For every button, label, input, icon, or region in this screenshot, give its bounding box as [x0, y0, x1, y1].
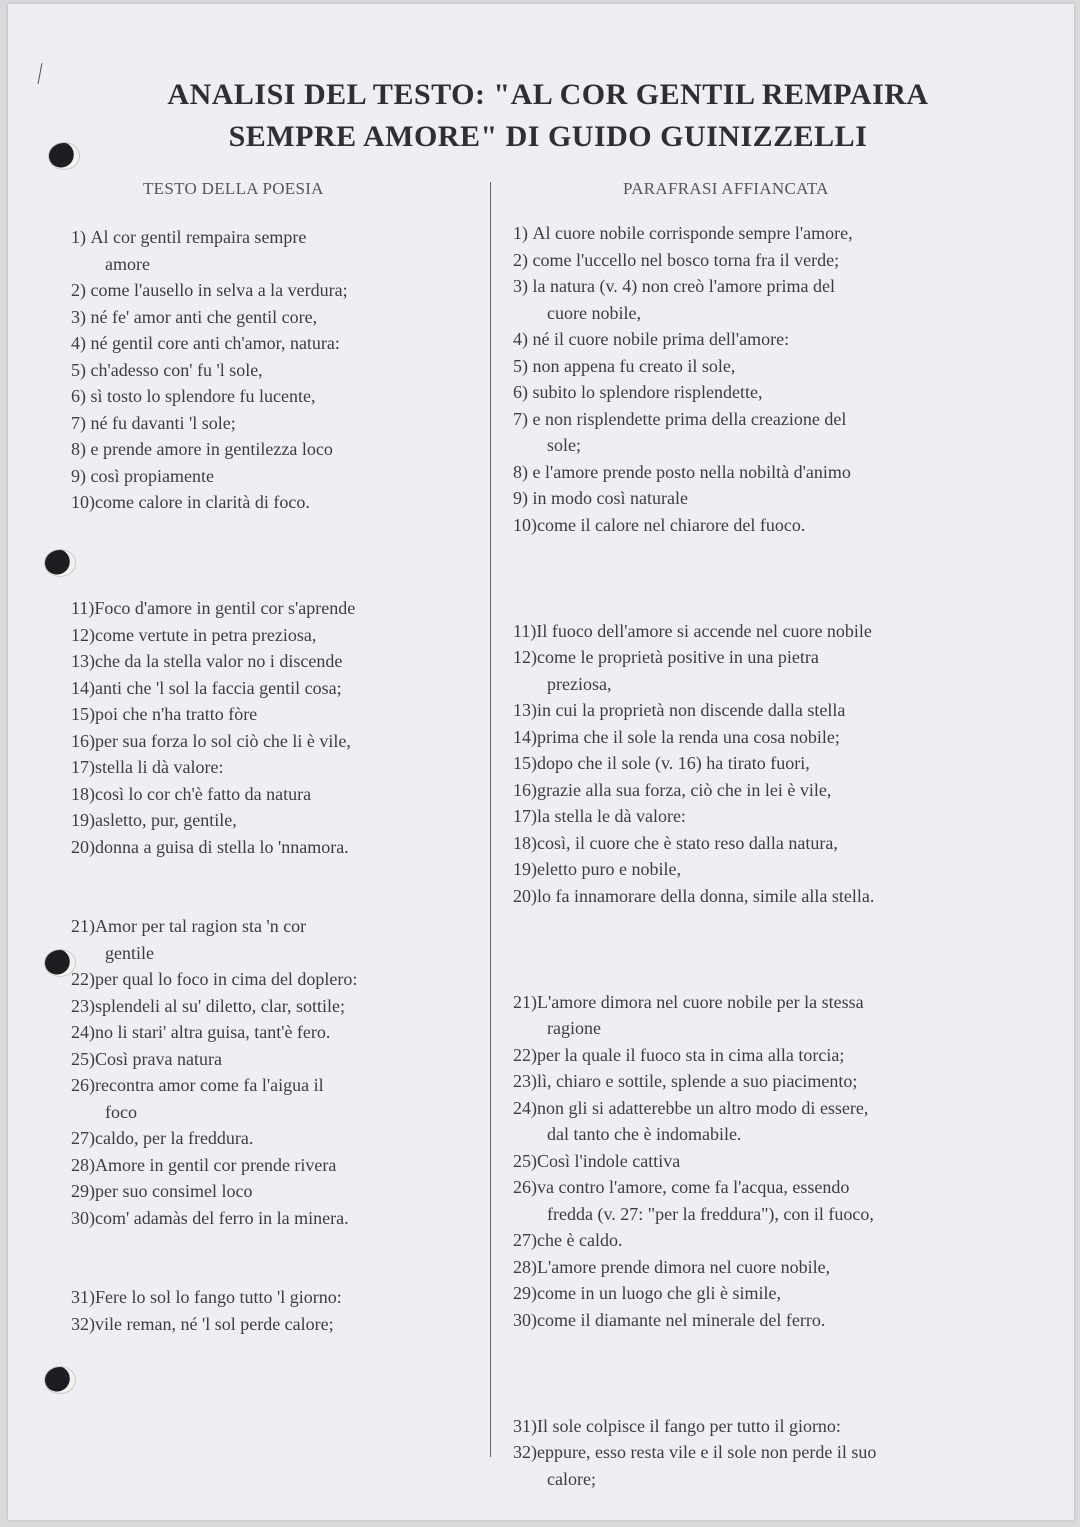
poem-line — [71, 648, 471, 675]
poem-line — [71, 993, 471, 1020]
verse-text: lo fa innamorare della donna, simile alla stella. — [537, 885, 875, 906]
verse-number: 25) — [513, 1150, 537, 1171]
verse-text: anti che 'l sol la faccia gentil cosa; — [95, 677, 342, 698]
verse-continuation: fredda (v. 27: "per la freddura"), con il fuoco, — [547, 1203, 874, 1224]
verse-text: in modo così naturale — [532, 488, 688, 508]
paraphrase-line — [513, 220, 1013, 247]
verse-text: come il calore nel chiarore del fuoco. — [537, 514, 806, 535]
paraphrase-line — [513, 1148, 1013, 1175]
blank-line — [71, 516, 471, 543]
verse-text: come vertute in petra preziosa, — [95, 624, 317, 645]
poem-line — [71, 410, 471, 437]
poem-line — [71, 595, 471, 622]
pen-mark: ⁄ — [31, 59, 49, 88]
verse-text: eletto puro e nobile, — [537, 859, 681, 879]
verse-number: 15) — [71, 704, 95, 724]
verse-number: 22) — [71, 969, 95, 989]
poem-line — [71, 1046, 471, 1073]
poem-line — [71, 1284, 471, 1311]
poem-line — [71, 463, 471, 490]
verse-number: 1) — [71, 227, 91, 247]
verse-number: 13) — [71, 651, 95, 671]
verse-continuation: ragione — [547, 1018, 601, 1038]
verse-number: 23) — [513, 1071, 537, 1091]
verse-number: 3) — [513, 276, 533, 296]
verse-text: che da la stella valor no i discende — [95, 651, 343, 671]
verse-number: 2) — [71, 280, 91, 300]
verse-text: recontra amor come fa l'aigua il — [95, 1075, 324, 1095]
verse-number: 16) — [513, 779, 537, 800]
poem-line — [71, 754, 471, 781]
paraphrase-line — [513, 1042, 1013, 1069]
verse-text: non appena fu creato il sole, — [532, 355, 736, 376]
verse-text: grazie alla sua forza, ciò che in lei è vile, — [537, 779, 832, 800]
paraphrase-line — [513, 830, 1013, 857]
verse-number: 11) — [71, 598, 95, 618]
verse-text: Amor per tal ragion sta 'n cor — [95, 916, 307, 936]
poem-line — [71, 807, 471, 834]
poem-line — [71, 966, 471, 993]
verse-number: 10) — [513, 514, 537, 535]
document-title — [88, 74, 1008, 158]
verse-continuation: gentile — [105, 942, 154, 963]
paraphrase-line — [513, 1254, 1013, 1281]
paraphrase-line — [513, 1307, 1013, 1334]
blank-line — [513, 1333, 1013, 1360]
paraphrase-line — [513, 379, 1013, 406]
verse-number: 31) — [71, 1287, 95, 1307]
verse-text: com' adamàs del ferro in la minera. — [95, 1207, 349, 1228]
blank-line — [513, 1386, 1013, 1413]
verse-number: 17) — [513, 806, 537, 826]
verse-number: 13) — [513, 700, 537, 720]
verse-text: caldo, per la freddura. — [95, 1128, 254, 1148]
verse-text: Così l'indole cattiva — [537, 1150, 681, 1171]
paraphrase-line — [513, 750, 1013, 777]
title-line-1: ANALISI DEL TESTO: "AL COR GENTIL REMPAIRA — [167, 78, 929, 111]
paraphrase-line — [513, 1439, 1013, 1466]
verse-number: 19) — [513, 859, 537, 879]
verse-text: va contro l'amore, come fa l'acqua, essendo — [537, 1177, 850, 1197]
verse-number: 21) — [513, 991, 537, 1012]
poem-column-header: TESTO DELLA POESIA — [143, 179, 324, 198]
paraphrase-line — [513, 512, 1013, 539]
punch-hole — [44, 1366, 76, 1394]
paraphrase-line — [513, 326, 1013, 353]
verse-text: come le proprietà positive in una pietra — [537, 647, 819, 667]
verse-text: subito lo splendore risplendette, — [532, 382, 763, 402]
verse-number: 32) — [71, 1313, 95, 1334]
verse-number: 7) — [513, 408, 533, 429]
verse-text: donna a guisa di stella lo 'nnamora. — [95, 836, 349, 857]
verse-number: 24) — [71, 1022, 95, 1042]
verse-text: così propiamente — [90, 465, 214, 486]
verse-number: 14) — [71, 677, 95, 698]
blank-line — [71, 542, 471, 569]
poem-line — [71, 913, 471, 940]
verse-text: lì, chiaro e sottile, splende a suo piacimento; — [537, 1071, 858, 1091]
verse-text: né fe' amor anti che gentil core, — [90, 306, 318, 327]
verse-text: né gentil core anti ch'amor, natura: — [90, 333, 340, 353]
verse-text: asletto, pur, gentile, — [95, 810, 237, 830]
blank-line — [513, 538, 1013, 565]
punch-hole — [48, 142, 80, 170]
verse-number: 32) — [513, 1442, 537, 1462]
verse-number: 22) — [513, 1044, 537, 1065]
poem-line — [71, 489, 471, 516]
verse-number: 4) — [513, 329, 533, 349]
verse-number: 31) — [513, 1415, 537, 1436]
paraphrase-line — [513, 803, 1013, 830]
verse-number: 14) — [513, 726, 537, 747]
verse-number: 24) — [513, 1097, 537, 1118]
document-page — [8, 4, 1074, 1520]
verse-number: 4) — [71, 333, 91, 353]
verse-text: per qual lo foco in cima del doplero: — [95, 969, 358, 989]
verse-number: 27) — [513, 1230, 537, 1250]
poem-line — [71, 728, 471, 755]
blank-line — [71, 887, 471, 914]
poem-line — [71, 1125, 471, 1152]
verse-number: 28) — [71, 1154, 95, 1175]
paraphrase-column-header: PARAFRASI AFFIANCATA — [623, 179, 829, 198]
verse-number: 16) — [71, 730, 95, 751]
verse-number: 12) — [71, 624, 95, 645]
verse-continuation: preziosa, — [547, 673, 612, 694]
verse-text: Amore in gentil cor prende rivera — [95, 1154, 337, 1175]
verse-continuation: calore; — [547, 1468, 596, 1489]
poem-line — [71, 1178, 471, 1205]
paraphrase-line — [513, 353, 1013, 380]
blank-line — [71, 860, 471, 887]
verse-number: 21) — [71, 916, 95, 936]
verse-number: 5) — [513, 355, 533, 376]
verse-text: la stella le dà valore: — [537, 806, 686, 826]
paraphrase-line — [513, 724, 1013, 751]
verse-text: prima che il sole la renda una cosa nobile; — [537, 726, 840, 747]
verse-text: stella li dà valore: — [95, 757, 224, 777]
paraphrase-line — [513, 1068, 1013, 1095]
poem-line — [71, 357, 471, 384]
poem-line — [71, 277, 471, 304]
verse-number: 17) — [71, 757, 95, 777]
blank-line — [513, 962, 1013, 989]
paraphrase-line — [513, 883, 1013, 910]
paraphrase-line — [513, 1413, 1013, 1440]
verse-number: 9) — [71, 465, 91, 486]
paraphrase-line — [513, 1174, 1013, 1201]
paraphrase-line — [513, 1095, 1013, 1122]
verse-text: né fu davanti 'l sole; — [90, 412, 236, 433]
poem-line — [71, 1072, 471, 1099]
verse-number: 9) — [513, 488, 533, 508]
paraphrase-line — [513, 247, 1013, 274]
verse-text: né il cuore nobile prima dell'amore: — [532, 329, 790, 349]
verse-text: no li stari' altra guisa, tant'è fero. — [95, 1022, 331, 1042]
verse-number: 11) — [513, 620, 537, 641]
verse-text: Al cuore nobile corrisponde sempre l'amore, — [532, 223, 853, 243]
verse-number: 8) — [71, 439, 91, 459]
poem-line — [71, 1205, 471, 1232]
verse-text: che è caldo. — [537, 1230, 623, 1250]
verse-text: e non risplendette prima della creazione del — [532, 408, 847, 429]
blank-line — [71, 1258, 471, 1285]
verse-number: 27) — [71, 1128, 95, 1148]
poem-text-column — [71, 224, 471, 1337]
verse-text: la natura (v. 4) non creò l'amore prima del — [532, 276, 835, 296]
blank-line — [71, 1231, 471, 1258]
verse-text: come l'ausello in selva a la verdura; — [90, 280, 348, 300]
verse-text: in cui la proprietà non discende dalla stella — [537, 700, 846, 720]
verse-number: 8) — [513, 461, 533, 482]
paraphrase-line — [513, 777, 1013, 804]
verse-continuation: amore — [105, 253, 150, 274]
verse-text: Foco d'amore in gentil cor s'aprende — [94, 598, 356, 618]
verse-number: 3) — [71, 306, 91, 327]
paraphrase-line — [513, 644, 1013, 671]
blank-line — [513, 909, 1013, 936]
poem-line — [71, 224, 471, 251]
verse-text: ch'adesso con' fu 'l sole, — [90, 359, 263, 380]
verse-text: per la quale il fuoco sta in cima alla torcia; — [537, 1044, 845, 1065]
verse-text: come l'uccello nel bosco torna fra il verde; — [532, 249, 840, 270]
verse-text: Così prava natura — [95, 1048, 222, 1069]
verse-text: così, il cuore che è stato reso dalla natura, — [537, 832, 838, 853]
verse-text: come in un luogo che gli è simile, — [537, 1283, 781, 1303]
verse-text: Al cor gentil rempaira sempre — [90, 227, 307, 247]
blank-line — [71, 569, 471, 596]
verse-number: 18) — [513, 832, 537, 853]
poem-line — [71, 436, 471, 463]
verse-text: Il sole colpisce il fango per tutto il giorno: — [537, 1415, 841, 1436]
verse-number: 29) — [71, 1181, 95, 1201]
verse-continuation: sole; — [547, 435, 581, 455]
poem-line — [71, 1152, 471, 1179]
poem-line — [71, 304, 471, 331]
paraphrase-line — [513, 856, 1013, 883]
poem-line — [71, 701, 471, 728]
poem-line — [71, 383, 471, 410]
verse-text: dopo che il sole (v. 16) ha tirato fuori, — [537, 753, 810, 773]
verse-text: eppure, esso resta vile e il sole non perde il suo — [537, 1442, 877, 1462]
verse-number: 20) — [71, 836, 95, 857]
poem-line — [71, 1019, 471, 1046]
verse-number: 18) — [71, 783, 95, 804]
paraphrase-line — [513, 406, 1013, 433]
verse-text: così lo cor ch'è fatto da natura — [95, 783, 312, 804]
verse-number: 2) — [513, 249, 533, 270]
verse-text: come calore in clarità di foco. — [95, 492, 310, 512]
verse-continuation: cuore nobile, — [547, 302, 641, 323]
verse-number: 30) — [71, 1207, 95, 1228]
verse-number: 25) — [71, 1048, 95, 1069]
paraphrase-line — [513, 485, 1013, 512]
verse-text: L'amore dimora nel cuore nobile per la stessa — [537, 991, 864, 1012]
verse-text: non gli si adatterebbe un altro modo di essere, — [537, 1097, 869, 1118]
verse-number: 28) — [513, 1256, 537, 1277]
verse-number: 7) — [71, 412, 91, 433]
blank-line — [513, 1360, 1013, 1387]
verse-number: 6) — [71, 386, 91, 406]
paraphrase-line — [513, 273, 1013, 300]
verse-number: 26) — [71, 1075, 95, 1095]
paraphrase-line — [513, 989, 1013, 1016]
verse-number: 29) — [513, 1283, 537, 1303]
verse-number: 1) — [513, 223, 533, 243]
paraphrase-column — [513, 220, 1013, 1492]
paraphrase-line — [513, 618, 1013, 645]
paraphrase-line — [513, 697, 1013, 724]
verse-text: L'amore prende dimora nel cuore nobile, — [537, 1256, 831, 1277]
poem-line — [71, 622, 471, 649]
verse-number: 5) — [71, 359, 91, 380]
blank-line — [513, 936, 1013, 963]
verse-text: sì tosto lo splendore fu lucente, — [90, 386, 316, 406]
verse-text: Il fuoco dell'amore si accende nel cuore nobile — [536, 620, 872, 641]
verse-text: come il diamante nel minerale del ferro. — [537, 1309, 826, 1330]
verse-number: 19) — [71, 810, 95, 830]
poem-line — [71, 781, 471, 808]
verse-number: 10) — [71, 492, 95, 512]
poem-line — [71, 1311, 471, 1338]
verse-text: e prende amore in gentilezza loco — [90, 439, 333, 459]
paraphrase-line — [513, 1280, 1013, 1307]
verse-number: 15) — [513, 753, 537, 773]
poem-line — [71, 834, 471, 861]
verse-number: 6) — [513, 382, 533, 402]
paraphrase-line — [513, 1227, 1013, 1254]
verse-text: e l'amore prende posto nella nobiltà d'animo — [532, 461, 851, 482]
verse-number: 26) — [513, 1177, 537, 1197]
verse-text: splendeli al su' diletto, clar, sottile; — [95, 995, 345, 1016]
title-line-2: SEMPRE AMORE" DI GUIDO GUINIZZELLI — [228, 120, 868, 153]
verse-text: Fere lo sol lo fango tutto 'l giorno: — [95, 1287, 342, 1307]
verse-text: poi che n'ha tratto fòre — [95, 704, 258, 724]
blank-line — [513, 591, 1013, 618]
blank-line — [513, 565, 1013, 592]
verse-number: 20) — [513, 885, 537, 906]
verse-number: 23) — [71, 995, 95, 1016]
poem-line — [71, 330, 471, 357]
verse-number: 12) — [513, 647, 537, 667]
verse-text: vile reman, né 'l sol perde calore; — [95, 1313, 334, 1334]
verse-continuation: dal tanto che è indomabile. — [547, 1124, 742, 1144]
verse-text: per sua forza lo sol ciò che li è vile, — [95, 730, 351, 751]
verse-number: 30) — [513, 1309, 537, 1330]
verse-text: per suo consimel loco — [95, 1181, 253, 1201]
paraphrase-line — [513, 459, 1013, 486]
column-divider — [490, 182, 491, 1457]
poem-line — [71, 675, 471, 702]
verse-continuation: foco — [105, 1101, 137, 1122]
